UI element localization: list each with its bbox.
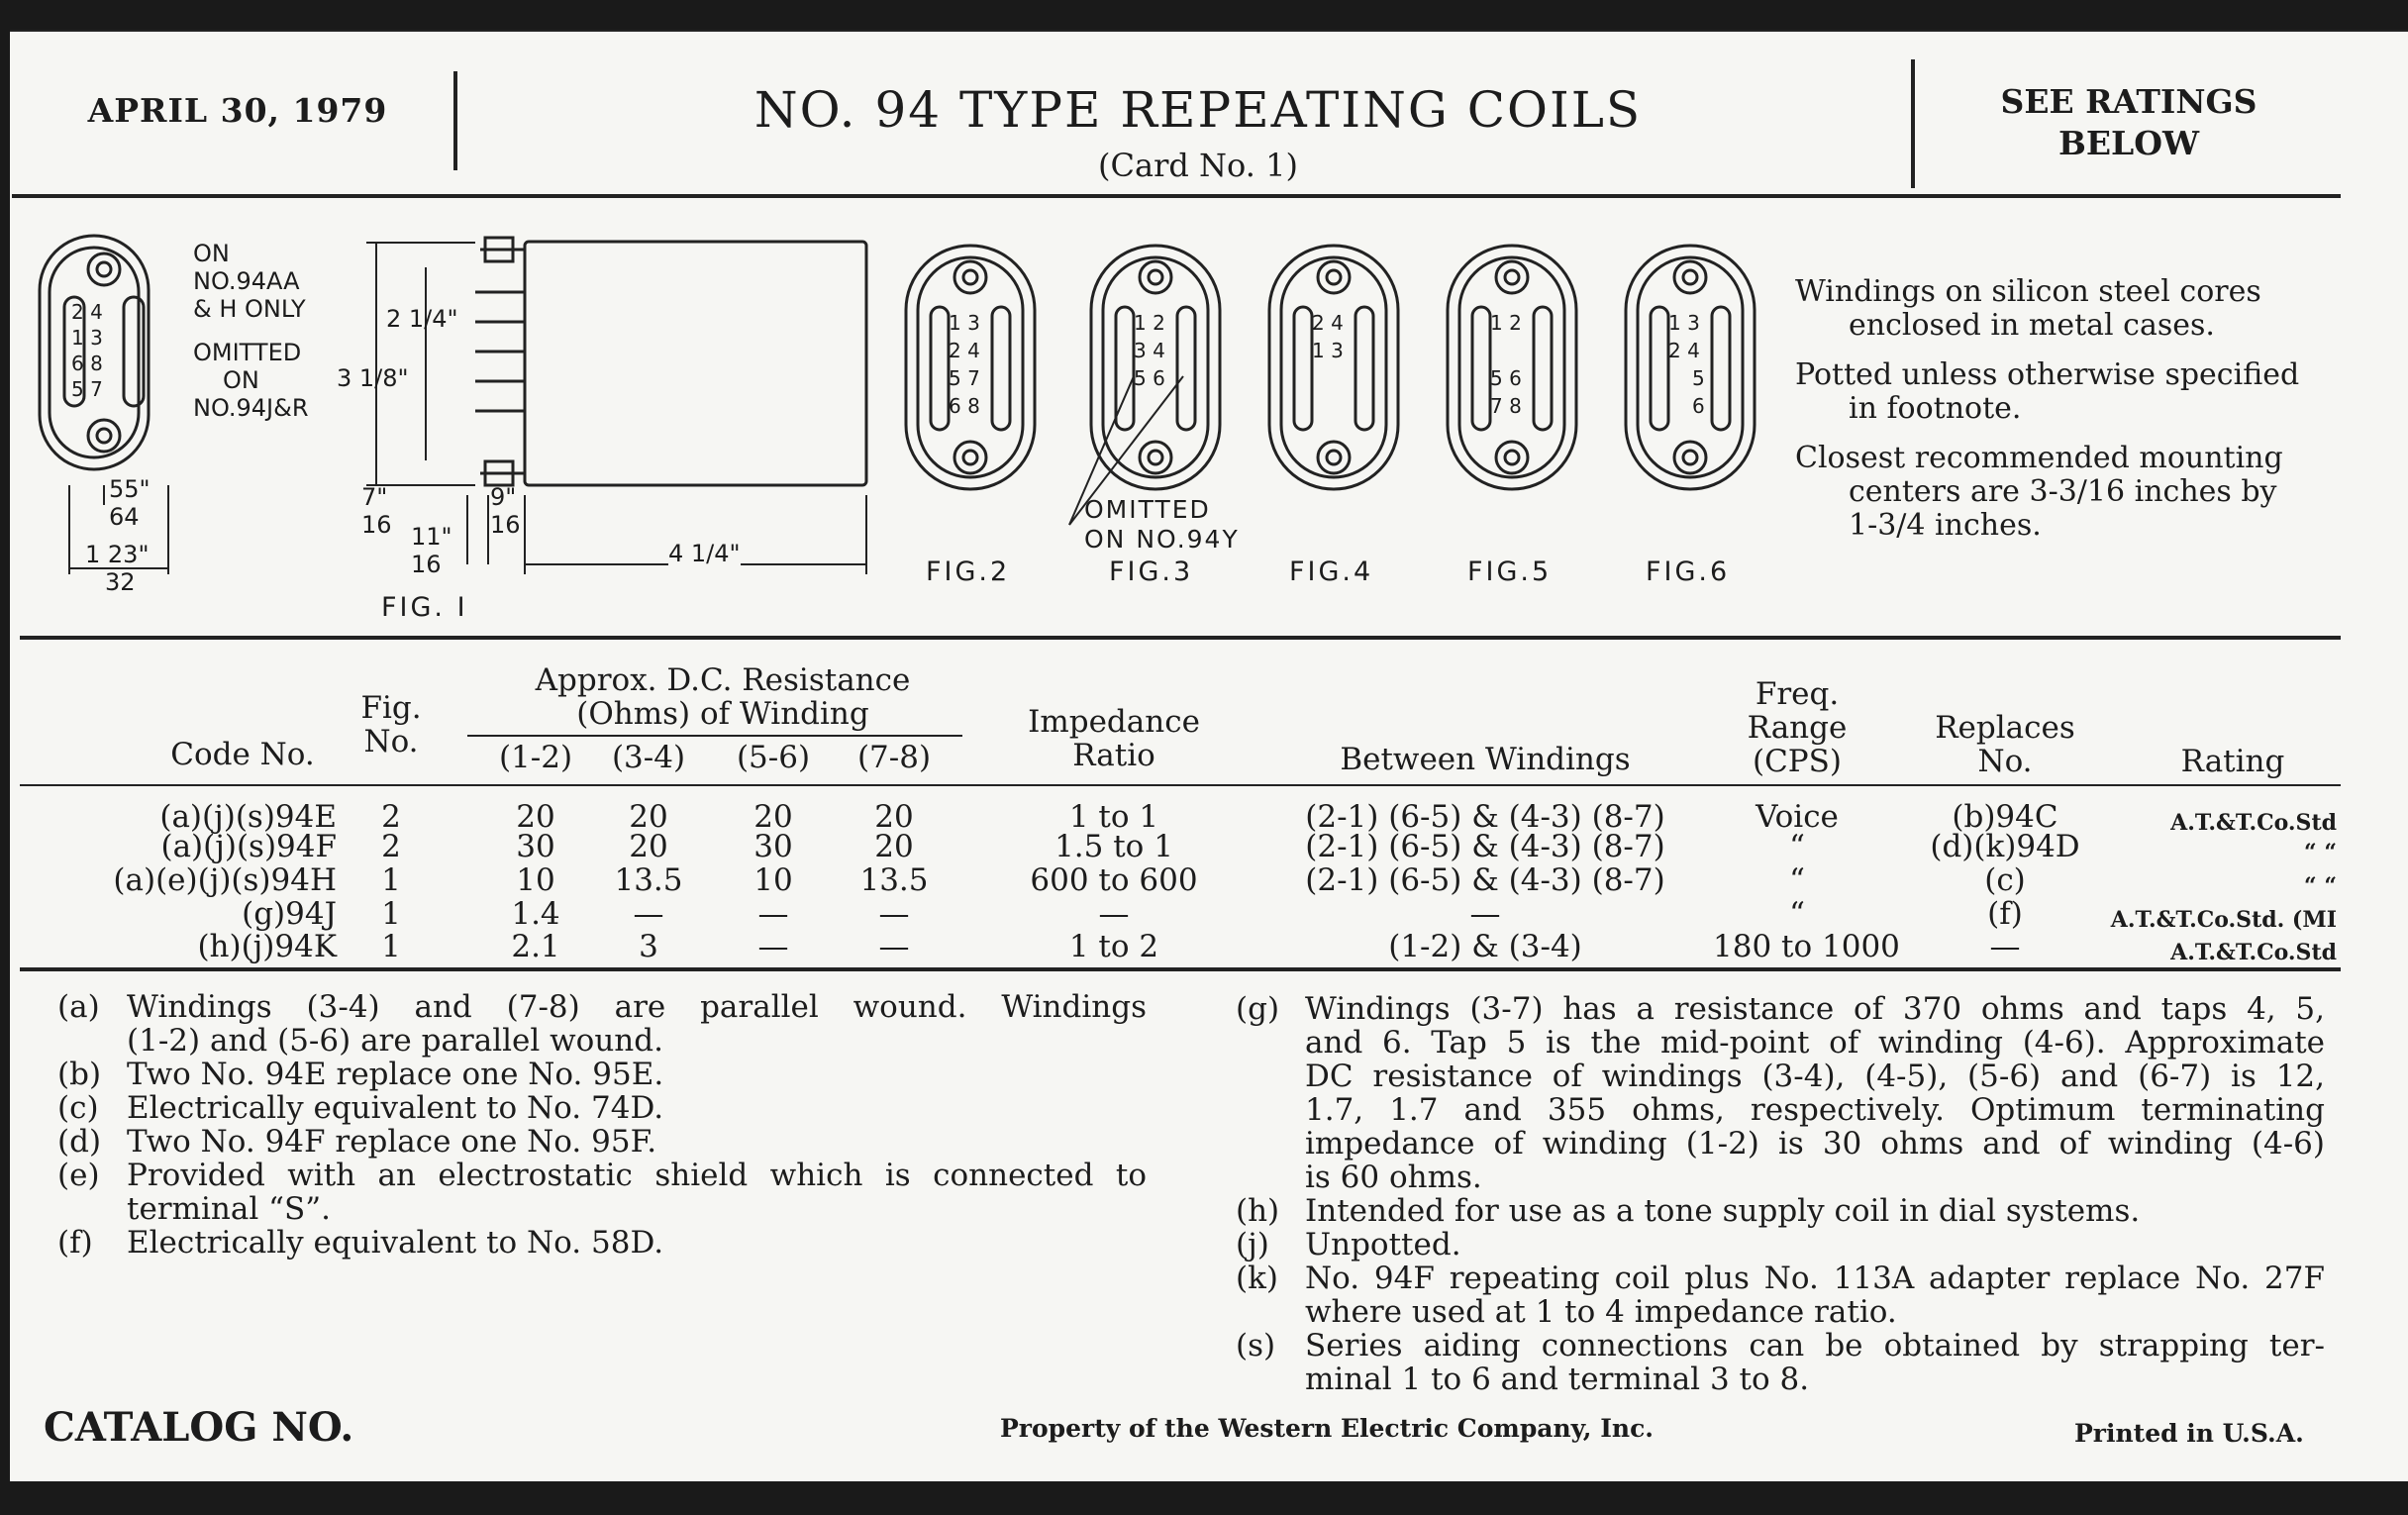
cell-impedance: 1.5 to 1: [1054, 829, 1173, 864]
terminal-number: 8: [90, 352, 103, 375]
card-number: (Card No. 1): [1098, 147, 1298, 184]
terminal-number: 3: [967, 311, 980, 335]
footnote-line: Provided with an electrostatic shield which is connected to: [127, 1158, 1147, 1193]
cell-r56: —: [757, 896, 789, 932]
terminal-pair: [71, 351, 103, 376]
fig3-label: FIG.3: [1109, 556, 1194, 587]
footnote-key: (f): [57, 1225, 93, 1261]
terminal-number: 2: [1153, 311, 1165, 335]
fig1-dim-length: 4 1/4": [668, 540, 741, 567]
cell-r12: 30: [516, 829, 555, 864]
terminal-pair: [1668, 364, 1705, 392]
footnote: [57, 990, 1147, 1058]
fig2-terminals: [949, 309, 980, 420]
terminal-number: 4: [1687, 339, 1700, 362]
note-line: enclosed in metal cases.: [1849, 308, 2215, 343]
terminal-pair: [1312, 309, 1344, 337]
cell-freq: Voice: [1756, 799, 1839, 835]
fig5-terminals: [1490, 309, 1522, 420]
cell-freq: “: [1789, 896, 1805, 932]
cell-between: (2-1) (6-5) & (4-3) (8-7): [1305, 799, 1665, 835]
terminal-number: 4: [90, 300, 103, 324]
printed-notice: Printed in U.S.A.: [2074, 1419, 2304, 1448]
cell-rating: A.T.&T.Co.Std. (MI: [2110, 907, 2337, 933]
cell-r78: 20: [874, 829, 914, 864]
table-bottom-rule: [20, 967, 2341, 971]
col-freq: [1713, 677, 1881, 778]
property-notice: Property of the Western Electric Company, Inc.: [1000, 1414, 1655, 1443]
terminal-number: 6: [1153, 366, 1165, 390]
col-freq-line: (CPS): [1752, 744, 1842, 779]
cell-fig: 1: [381, 929, 401, 964]
terminal-number: 7: [90, 377, 103, 401]
cell-fig: 2: [381, 799, 401, 835]
cell-code: (a)(e)(j)(s)94H: [113, 862, 337, 898]
terminal-number: 7: [967, 366, 980, 390]
terminal-number: 6: [1692, 394, 1705, 418]
callout-line: ON: [193, 240, 230, 267]
footnote-line: where used at 1 to 4 impedance ratio.: [1305, 1294, 1897, 1330]
callout-line: OMITTED: [193, 339, 302, 366]
cell-r56: 10: [753, 862, 793, 898]
fig1-callout-on: [193, 240, 306, 323]
terminal-pair: [1490, 309, 1522, 337]
col-resistance: [475, 663, 970, 731]
fig1-dim-d2-den: 16: [411, 551, 442, 578]
cell-replaces: —: [1989, 929, 2021, 964]
footnote: [57, 1091, 1147, 1125]
see-ratings-line2: BELOW: [2057, 124, 2200, 162]
cell-code: (a)(j)(s)94F: [160, 829, 337, 864]
callout-line: ON: [223, 366, 259, 394]
footnote-key: (c): [57, 1090, 99, 1126]
terminal-number: 2: [71, 300, 84, 324]
terminal-number: 7: [1490, 394, 1503, 418]
footnote: [1236, 1228, 2325, 1262]
fig2-label: FIG.2: [926, 556, 1011, 587]
terminal-pair: [1312, 337, 1344, 364]
fig1-dim-d2: 11": [411, 523, 452, 551]
note-line: Closest recommended mounting: [1795, 441, 2283, 475]
fig1-dim-total: 3 1/8": [337, 364, 409, 392]
cell-freq: “: [1789, 829, 1805, 864]
terminal-pair: [71, 376, 103, 402]
fig4-drawing: [1269, 246, 1398, 489]
cell-rating: “ “: [2304, 873, 2337, 899]
footnote: [57, 1159, 1147, 1226]
cell-r78: 13.5: [859, 862, 929, 898]
terminal-number: 5: [1692, 366, 1705, 390]
terminal-number: 1: [1668, 311, 1681, 335]
fig6-label: FIG.6: [1646, 556, 1731, 587]
terminal-number: 3: [90, 326, 103, 350]
cell-r34: 13.5: [614, 862, 683, 898]
terminal-pair: [1134, 364, 1165, 392]
cell-replaces: (c): [1984, 862, 2026, 898]
footnote-line: Unpotted.: [1305, 1227, 1461, 1262]
terminal-number: 8: [1509, 394, 1522, 418]
cell-rating: A.T.&T.Co.Std: [2170, 810, 2337, 836]
cell-impedance: 1 to 1: [1068, 799, 1159, 835]
footnote-key: (k): [1236, 1261, 1278, 1296]
terminal-number: 6: [949, 394, 961, 418]
terminal-number: 1: [949, 311, 961, 335]
cell-between: (2-1) (6-5) & (4-3) (8-7): [1305, 862, 1665, 898]
figures-area: [10, 198, 1772, 663]
fig3-terminals: [1134, 309, 1165, 392]
note-windings: [1795, 275, 2345, 343]
terminal-number: 3: [1134, 339, 1147, 362]
fig1-dim-d3-den: 16: [490, 511, 521, 539]
terminal-number: 1: [1134, 311, 1147, 335]
col-resistance-line: (Ohms) of Winding: [576, 696, 869, 732]
see-ratings-line1: SEE RATINGS: [2000, 82, 2258, 121]
col-w56: (5-6): [736, 740, 811, 775]
footnote-line: is 60 ohms.: [1305, 1160, 1482, 1195]
terminal-pair: [71, 299, 103, 325]
terminal-number: 6: [1509, 366, 1522, 390]
fig1-dim-width-a: 55": [109, 475, 150, 503]
cell-r56: 30: [753, 829, 793, 864]
col-fig: [342, 691, 441, 758]
terminal-number: 1: [1490, 311, 1503, 335]
cell-r34: 20: [629, 799, 668, 835]
col-replaces: [1911, 711, 2099, 778]
col-w12: (1-2): [498, 740, 573, 775]
fig1-dim-d3: 9": [490, 483, 517, 511]
terminal-number: 1: [1312, 339, 1325, 362]
footnote: [57, 1125, 1147, 1159]
callout-line: OMITTED: [1084, 495, 1211, 524]
col-w78: (7-8): [856, 740, 932, 775]
cell-r78: —: [878, 929, 910, 964]
header-bottom-rule: [20, 784, 2341, 786]
terminal-pair: [949, 392, 980, 420]
terminal-number: 2: [949, 339, 961, 362]
terminal-pair: [1668, 309, 1705, 337]
callout-line: & H ONLY: [193, 295, 306, 323]
card-title: NO. 94 TYPE REPEATING COILS: [753, 81, 1643, 139]
footnote-line: impedance of winding (1-2) is 30 ohms and of winding (4-6): [1305, 1126, 2325, 1162]
footnote-line: Series aiding connections can be obtained by strapping ter-: [1305, 1328, 2325, 1364]
footnote-key: (s): [1236, 1328, 1276, 1364]
cell-code: (g)94J: [242, 896, 337, 932]
terminal-number: 6: [71, 352, 84, 375]
footnote-line: DC resistance of windings (3-4), (4-5), (5-6) and (6-7) is 12,: [1305, 1059, 2325, 1094]
cell-r34: —: [633, 896, 664, 932]
col-freq-line: Freq.: [1755, 676, 1840, 712]
catalog-number-label: CATALOG NO.: [44, 1404, 354, 1451]
callout-line: ON NO.94Y: [1084, 525, 1240, 554]
cell-rating: A.T.&T.Co.Std: [2170, 940, 2337, 965]
footnote-key: (h): [1236, 1193, 1280, 1229]
footnote-line: Electrically equivalent to No. 58D.: [127, 1225, 664, 1261]
note-line: 1-3/4 inches.: [1849, 508, 2042, 543]
top-edge: [10, 30, 2408, 32]
footnote-line: minal 1 to 6 and terminal 3 to 8.: [1305, 1362, 1810, 1397]
col-fig-line: No.: [363, 724, 419, 759]
fig4-terminals: [1312, 309, 1344, 364]
header-divider-right: [1911, 59, 1915, 188]
terminal-number: 5: [1490, 366, 1503, 390]
footnote: [57, 1058, 1147, 1091]
col-impedance-line: Ratio: [1072, 738, 1155, 773]
cell-rating: “ “: [2304, 840, 2337, 865]
fig1-side-view: [69, 238, 866, 574]
resistance-rule: [467, 735, 962, 737]
fig1-callout-omitted: [193, 339, 309, 422]
cell-impedance: —: [1098, 896, 1130, 932]
terminal-pair: [949, 337, 980, 364]
cell-between: —: [1469, 896, 1501, 932]
terminal-pair: [1668, 392, 1705, 420]
footnote-line: Intended for use as a tone supply coil in dial systems.: [1305, 1193, 2141, 1229]
terminal-number: 2: [1312, 311, 1325, 335]
terminal-number: 4: [1331, 311, 1344, 335]
cell-r12: 1.4: [511, 896, 560, 932]
cell-r12: 2.1: [511, 929, 560, 964]
footnote-line: Two No. 94F replace one No. 95F.: [127, 1124, 657, 1160]
col-freq-line: Range: [1747, 710, 1848, 746]
fig1-dim-width-b: 1 23": [85, 541, 150, 568]
cell-r56: —: [757, 929, 789, 964]
fig4-label: FIG.4: [1289, 556, 1374, 587]
fig5-label: FIG.5: [1467, 556, 1553, 587]
footnote-line: No. 94F repeating coil plus No. 113A adapter replace No. 27F: [1305, 1261, 2325, 1296]
cell-fig: 1: [381, 862, 401, 898]
fig1-label: FIG. I: [381, 592, 468, 623]
footnote-line: Windings (3-4) and (7-8) are parallel wound. Windings: [127, 989, 1147, 1025]
fig1-dim-d1: 7": [361, 483, 388, 511]
note-line: in footnote.: [1849, 391, 2022, 426]
terminal-number: 5: [949, 366, 961, 390]
cell-r12: 10: [516, 862, 555, 898]
cell-code: (h)(j)94K: [197, 929, 337, 964]
cell-replaces: (b)94C: [1952, 799, 2058, 835]
col-rating: Rating: [2180, 744, 2285, 779]
terminal-number: 5: [71, 377, 84, 401]
fig1-dim-width-b-den: 32: [105, 568, 136, 596]
terminal-number: 4: [1153, 339, 1165, 362]
footnote-line: Two No. 94E replace one No. 95E.: [127, 1057, 664, 1092]
cell-between: (1-2) & (3-4): [1388, 929, 1582, 964]
col-replaces-line: Replaces: [1935, 710, 2075, 746]
col-between: Between Windings: [1340, 742, 1631, 777]
footnote-line: terminal “S”.: [127, 1191, 331, 1227]
cell-r12: 20: [516, 799, 555, 835]
footnote-line: 1.7, 1.7 and 355 ohms, respectively. Optimum terminating: [1305, 1092, 2325, 1128]
terminal-pair: [71, 325, 103, 351]
footnote-key: (d): [57, 1124, 102, 1160]
terminal-number: 4: [967, 339, 980, 362]
cell-fig: 1: [381, 896, 401, 932]
card-date: APRIL 30, 1979: [87, 91, 388, 130]
note-line: Potted unless otherwise specified: [1795, 357, 2300, 392]
footnote: [1236, 1329, 2325, 1396]
cell-replaces: (d)(k)94D: [1930, 829, 2080, 864]
col-fig-line: Fig.: [360, 690, 422, 726]
cell-r34: 20: [629, 829, 668, 864]
terminal-number: 3: [1331, 339, 1344, 362]
terminal-number: 1: [71, 326, 84, 350]
cell-r34: 3: [639, 929, 658, 964]
footnote: [1236, 1194, 2325, 1228]
footnote-line: and 6. Tap 5 is the mid-point of winding (4-6). Approximate: [1305, 1025, 2325, 1060]
cell-code: (a)(j)(s)94E: [159, 799, 337, 835]
cell-freq: 180 to 1000: [1713, 929, 1900, 964]
note-potted: [1795, 358, 2345, 426]
terminal-pair: [1490, 392, 1522, 420]
terminal-gap: [1490, 337, 1522, 364]
col-code: Code No.: [170, 737, 315, 772]
cell-between: (2-1) (6-5) & (4-3) (8-7): [1305, 829, 1665, 864]
catalog-card: [10, 30, 2408, 1481]
footnote-key: (a): [57, 989, 100, 1025]
fig3-callout: [1084, 495, 1240, 555]
terminal-pair: [949, 309, 980, 337]
terminal-number: 8: [967, 394, 980, 418]
col-w34: (3-4): [611, 740, 686, 775]
col-resistance-line: Approx. D.C. Resistance: [535, 662, 911, 698]
footnote: [57, 1226, 1147, 1260]
terminal-pair: [1134, 337, 1165, 364]
terminal-pair: [1668, 337, 1705, 364]
terminal-number: 3: [1687, 311, 1700, 335]
fig1-dim-d1-den: 16: [361, 511, 392, 539]
fig6-terminals: [1668, 309, 1705, 420]
note-mounting: [1795, 442, 2345, 543]
header-divider-left: [453, 71, 457, 170]
footnote: [1236, 1262, 2325, 1329]
cell-r78: 20: [874, 799, 914, 835]
table-top-rule: [20, 636, 2341, 640]
cell-r56: 20: [753, 799, 793, 835]
terminal-pair: [1490, 364, 1522, 392]
footnote-line: Electrically equivalent to No. 74D.: [127, 1090, 664, 1126]
footnote-line: Windings (3-7) has a resistance of 370 ohms and taps 4, 5,: [1305, 991, 2325, 1027]
note-line: Windings on silicon steel cores: [1795, 274, 2261, 309]
col-replaces-line: No.: [1977, 744, 2033, 779]
fig1-terminals: [71, 299, 103, 402]
cell-fig: 2: [381, 829, 401, 864]
cell-replaces: (f): [1987, 896, 2023, 932]
terminal-pair: [949, 364, 980, 392]
terminal-number: 5: [1134, 366, 1147, 390]
cell-impedance: 1 to 2: [1068, 929, 1159, 964]
footnote-line: (1-2) and (5-6) are parallel wound.: [127, 1023, 663, 1059]
footnote: [1236, 992, 2325, 1194]
footnote-key: (b): [57, 1057, 102, 1092]
callout-line: NO.94AA: [193, 267, 300, 295]
cell-impedance: 600 to 600: [1030, 862, 1198, 898]
footnote-key: (j): [1236, 1227, 1269, 1262]
terminal-pair: [1134, 309, 1165, 337]
callout-line: NO.94J&R: [193, 394, 309, 422]
fig1-dim-width-a-den: 64: [109, 503, 140, 531]
footnote-key: (g): [1236, 991, 1280, 1027]
footnote-key: (e): [57, 1158, 100, 1193]
cell-r78: —: [878, 896, 910, 932]
cell-freq: “: [1789, 862, 1805, 898]
col-impedance-line: Impedance: [1028, 704, 1200, 740]
fig1-dim-height: 2 1/4": [386, 305, 458, 333]
see-ratings-note: [1921, 81, 2337, 164]
note-line: centers are 3-3/16 inches by: [1849, 474, 2277, 509]
terminal-number: 2: [1668, 339, 1681, 362]
col-impedance: [990, 705, 1238, 772]
terminal-number: 2: [1509, 311, 1522, 335]
